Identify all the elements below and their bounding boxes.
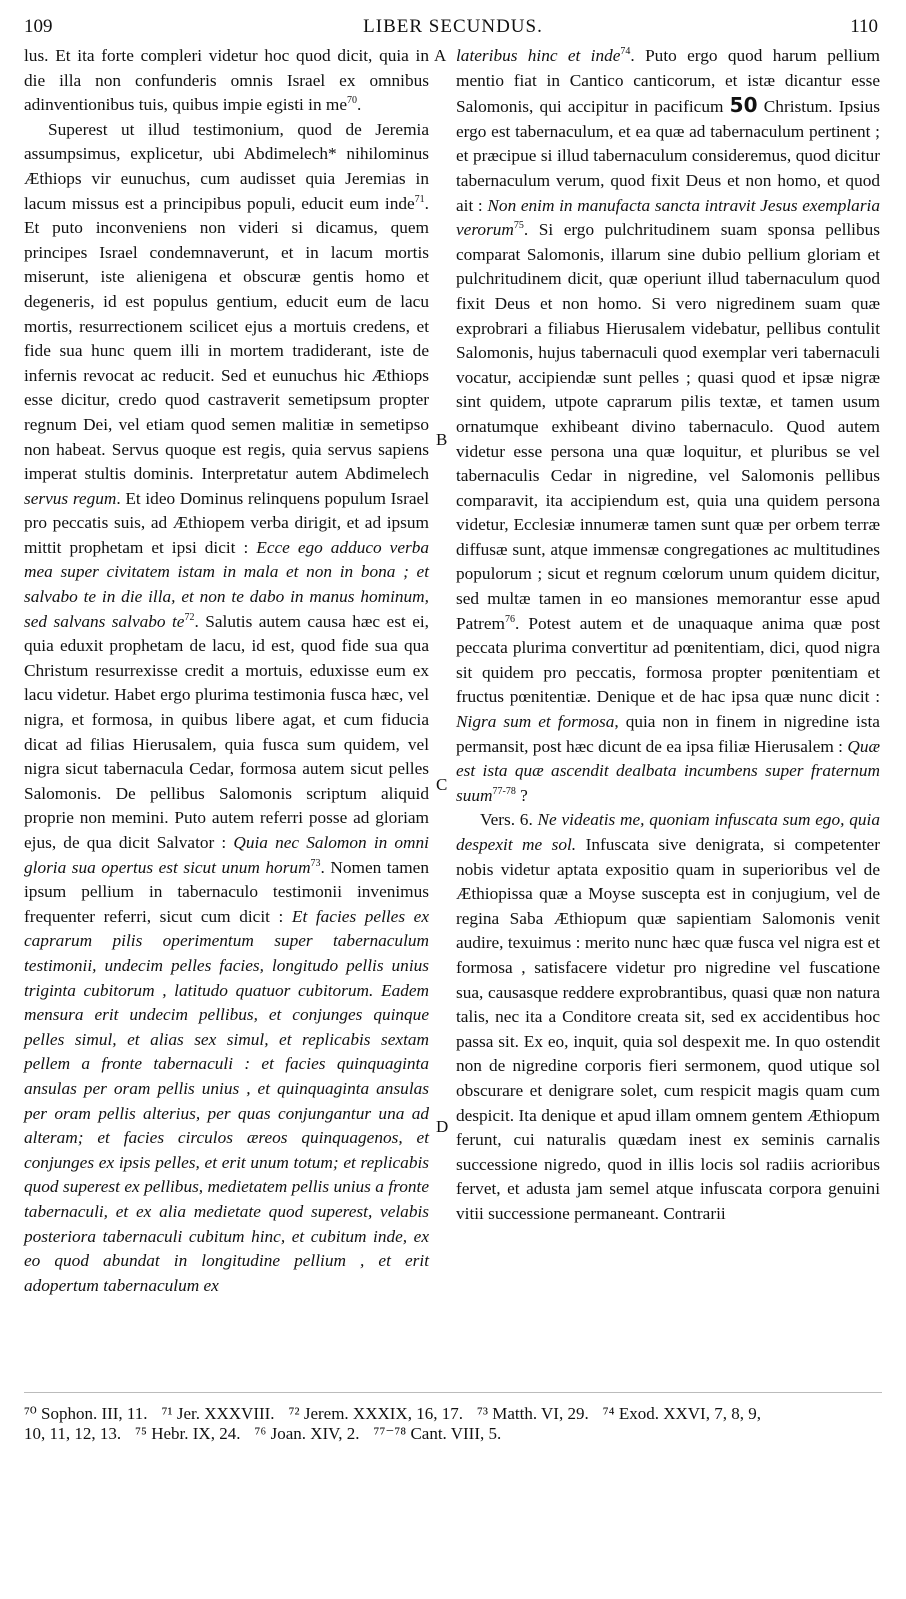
left-column bbox=[24, 44, 429, 1298]
running-header bbox=[0, 6, 906, 36]
footnotes bbox=[24, 1404, 882, 1444]
footnote: ⁷⁴ Exod. XXVI, 7, 8, 9, bbox=[602, 1404, 761, 1423]
footnote-ref: 71 bbox=[414, 193, 425, 205]
footnote: ⁷³ Matth. VI, 29. bbox=[476, 1404, 589, 1423]
footnote: 10, 11, 12, 13. bbox=[24, 1424, 122, 1443]
left-page-number: 109 bbox=[24, 16, 53, 37]
footnote-ref: 75 bbox=[513, 220, 524, 232]
footnote-ref: 73 bbox=[310, 857, 321, 869]
right-page-number: 110 bbox=[850, 16, 878, 37]
footnote-rule bbox=[24, 1392, 882, 1393]
footnote-ref: 76 bbox=[504, 613, 515, 625]
footnote: ⁷⁶ Joan. XIV, 2. bbox=[254, 1424, 360, 1443]
footnote: ⁷⁵ Hebr. IX, 24. bbox=[135, 1424, 241, 1443]
column-number: 50 bbox=[729, 93, 758, 118]
running-title: LIBER SECUNDUS. bbox=[363, 16, 543, 37]
footnote: ⁷² Jerem. XXXIX, 16, 17. bbox=[288, 1404, 463, 1423]
footnote-ref: 77-78 bbox=[492, 786, 516, 798]
footnote-ref: 72 bbox=[184, 611, 195, 623]
footnote: ⁷⁷⁻⁷⁸ Cant. VIII, 5. bbox=[373, 1424, 502, 1443]
footnote-ref: 70 bbox=[347, 95, 358, 107]
margin-letter-d: D bbox=[436, 1117, 449, 1136]
paragraph: lus. Et ita forte compleri videtur hoc quod dicit, quia in die illa non confunderis omnis Israel ex omnibus adinventionibus tuis, quibus impie egisti in $me^{70}$. bbox=[24, 46, 429, 115]
paragraph: Superest ut illud testimonium, quod de Jeremia assumpsimus, explicetur, ubi Abdimelech* nihilominus Æthiops vir eunuchus, cum audisset quia Jeremias in lacum missus est a principibus populi, educit eum inde$^{71}$. Et puto inconveniens non videri si dicamus, quem principes Israel condemnaverunt, et in lacum mortis miserunt, iste alienigena et obscuræ gentis homo et degeneris, id est populus gentium, educit eum de lacu mortis, resurrectionem scilicet ejus a mortuis credens, et fide sua hunc quem illi in mortem tradiderant, iste de infernis revocat ac reducit. Sed et eunuchus hic Æthiops esse dicitur, credo quod castraverit semetipsum propter regnum Dei, vel etiam quod semen malitiæ in semetipso non habeat. Servus quoque est regis, quia servus sapiens imperat stultis dominis. Interpretatur autem Abdimelech servus regum. Et ideo Dominus relinquens populum Israel pro peccatis suis, ad Æthiopem verba dirigit, et ad ipsum mittit prophetam et ipsi dicit : Ecce ego adduco verba mea super civitatem istam in mala et non in bona ; et salvabo te in die illa, et non te dabo in manus hominum, sed salvans salvabo $te^{72}$. Salutis autem causa hæc est ei, quia eduxit prophetam de lacu, id est, quod fide sua qua Christum resurrexisse credit a mortuis, eduxisse eum ex lacu videtur. Habet ergo plurima testimonia fusca hæc, vel nigra, et formosa, in quibus libere agat, et cum fiducia dicat ad filias Hierusalem, quia fusca sum quidem, vel nigra sicut tabernacula Cedar, formosa autem sicut pelles Salomonis. De pellibus Salomonis scriptum aliquid proprie non memini. Puto autem referri posse ad gloriam ejus, de qua dicit Salvator : Quia nec Salomon in omni gloria sua opertus est sicut unum horum$^{73}$. Nomen tamen ipsum pellium in tabernaculo testimonii invenimus frequenter referri, sicut cum dicit : Et facies pelles ex caprarum pilis operimentum super tabernaculum testimonii, undecim pelles facies, longitudo pellis unius triginta cubitorum , latitudo quatuor cubitorum. Eadem mensura erit undecim pellibus, et conjunges quinque pelles simul, et alias sex simul, et replicabis sextam pellem a fronte tabernaculi : et facies quinquaginta ansulas per oram pellis unius , et quinquaginta ansulas per oram pellis alterius, per quas conjungantur una ad alteram; et facies circulos æreos quinquagenos, et conjunges ex ipsis pelles, et erit unum totum; et replicabis quod superest ex pellibus, medietatem pellis unius a fronte tabernaculi, et ex alia medietate quod superest, velabis posteriora tabernaculi cubitum hinc, et cubitum inde, ex eo quod abundat in longitudine pellium , et erit adopertum tabernaculum ex bbox=[24, 119, 430, 1295]
margin-letter-c: C bbox=[436, 775, 448, 794]
paragraph: lateribus hinc et inde$^{74}$. Puto ergo quod harum pellium mentio fiat in Cantico canticorum, et istæ dicantur esse Salomonis, qui accipitur in pacificum 50 Christum. Ipsius ergo est tabernaculum, et ea quæ ad tabernaculum pertinent ; et præcipue si illud tabernaculum consideremus, quod dicitur tabernaculum verum, quod fixit Deus et non homo, et quod ait : Non enim in manufacta sancta intravit Jesus exemplaria verorum$^{75}$. Si ergo pulchritudinem suam sponsa pellibus comparat Salomonis, illarum sine dubio pellium gloriam et pulchritudinem dicit, quæ operiunt illud tabernaculum quod fixit Deus et non homo. Si vero nigredinem suam quæ exprobrari a filiabus Hierusalem videbatur, pellibus contulit Salomonis, hujus tabernaculi quod exemplar veri tabernaculi vocatur, accipiendæ sunt pelles ; quasi quod et ipsæ nigræ sint quidem, utpote caprarum pilis textæ, et tamen usum ornatumque exhibeant divino tabernaculo. Quod autem videtur esse persona una quæ loquitur, et pluribus se vel tabernaculis Cedar in nigredine, vel Salomonis pellibus comparavit, ita accipiendum est, quia una quidem persona videtur, Ecclesiæ innumeræ tamen sunt quæ per orbem terræ diffusæ sunt, atque immensæ congregationes ac multitudines populorum ; sicut et regnum cœlorum unum quidem dicitur, sed multæ tamen in eo mansiones memorantur esse apud Patrem$^{76}$. Potest autem et de unaquaque anima quæ post peccata plurima convertitur ad pœnitentiam, dici, quod nigra sit quidem pro peccatis, formosa propter pœnitentiam et fructus pœnitentiæ. Denique et de hac ipsa quæ nunc dicit : Nigra sum et formosa, quia non in finem in nigredine ista permansit, post hæc dicunt de ea ipsa filiæ Hierusalem : Quæ est ista quæ ascendit dealbata incumbens super fraternum suum$^{77-78}$ ? bbox=[456, 46, 880, 805]
margin-letter-a: A bbox=[434, 46, 447, 65]
footnote-ref: 74 bbox=[620, 46, 631, 58]
margin-letter-b: B bbox=[436, 430, 448, 449]
footnote: ⁷⁰ Sophon. III, 11. bbox=[24, 1404, 148, 1423]
paragraph: Vers. 6. Ne videatis me, quoniam infuscata sum ego, quia despexit me sol. Infuscata sive denigrata, si competenter nobis videtur aptata expositio quam in superioribus vel de Æthiopissa quæ a Moyse suscepta est in conjugium, vel de regina Saba Æthiopum quæ sapientiam Salomonis venit audire, texuimus : merito nunc hæc quæ fusca vel nigra est et formosa , satisfacere videtur pro nigredine vel fuscatione sua, causasque reddere exprobrantibus, quasi quæ non natura talis, nec ita a Conditore creata sit, sed ex accidentibus hoc passa sit. Ex eo, inquit, quia sol despexit me. In quo ostendit non de nigredine corporis fieri sermonem, quod utique sol obscurare et denigrare solet, cum respicit magis quam cum despicit. Ita denique et apud illam omnem gentem Æthiopum ferunt, cui naturalis quædam inest ex seminis carnalis successione nigredo, quod in illis locis sol radiis acrioribus fervet, et adusta jam semel atque infuscata corpora genuini vitii successione permaneant. Contrarii bbox=[456, 810, 880, 1223]
right-column bbox=[456, 44, 880, 1227]
footnote: ⁷¹ Jer. XXXVIII. bbox=[161, 1404, 275, 1423]
